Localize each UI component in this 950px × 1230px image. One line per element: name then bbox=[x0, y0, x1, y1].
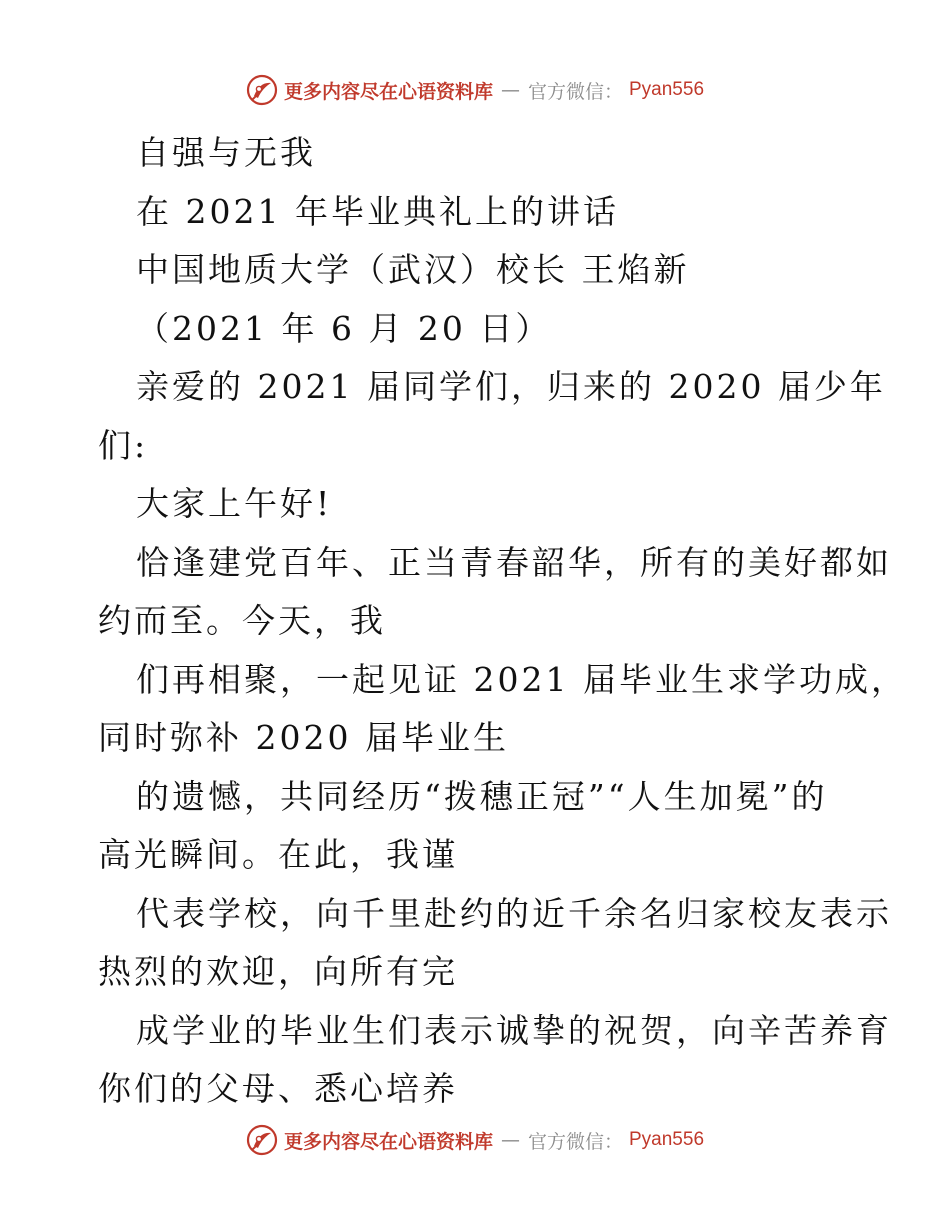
footer-banner-inner bbox=[246, 1124, 704, 1156]
banner-wechat-id: Pyan556 bbox=[629, 79, 705, 100]
text-line: 约而至。今天，我 bbox=[98, 601, 386, 640]
header-banner-inner bbox=[246, 74, 704, 106]
doc-date: （2021 年 6 月 20 日） bbox=[136, 308, 552, 348]
text-line: 的遗憾，共同经历“拨穗正冠”“人生加冕”的 bbox=[136, 776, 828, 816]
banner-wechat-id: Pyan556 bbox=[629, 1129, 705, 1150]
banner-slogan: 更多内容尽在心语资料库 bbox=[283, 80, 493, 103]
text-line: 亲爱的 2021 届同学们，归来的 2020 届少年 bbox=[136, 367, 886, 406]
text-line: 热烈的欢迎，向所有完 bbox=[98, 952, 458, 991]
banner-dash: — bbox=[500, 1129, 520, 1151]
banner-slogan: 更多内容尽在心语资料库 bbox=[283, 1130, 493, 1153]
text-line: 恰逢建党百年、正当青春韶华，所有的美好都如 bbox=[136, 542, 892, 582]
banner-wechat-label: 官方微信： bbox=[527, 80, 623, 103]
doc-author: 中国地质大学（武汉）校长 王焰新 bbox=[136, 250, 690, 289]
doc-subtitle: 在 2021 年毕业典礼上的讲话 bbox=[136, 191, 619, 231]
text-line: 大家上午好! bbox=[136, 484, 333, 523]
banner-dash: — bbox=[500, 79, 520, 101]
library-logo-icon bbox=[246, 74, 278, 106]
text-line: 同时弥补 2020 届毕业生 bbox=[98, 718, 509, 757]
banner-wechat-label: 官方微信： bbox=[527, 1130, 623, 1153]
text-line: 们: bbox=[98, 425, 149, 465]
text-line: 高光瞬间。在此，我谨 bbox=[98, 835, 458, 874]
library-logo-icon bbox=[246, 1124, 278, 1156]
text-line: 你们的父母、悉心培养 bbox=[98, 1069, 458, 1108]
doc-title: 自强与无我 bbox=[136, 133, 316, 172]
text-line: 成学业的毕业生们表示诚挚的祝贺，向辛苦养育 bbox=[136, 1010, 892, 1050]
footer-banner bbox=[0, 1122, 950, 1158]
document-body bbox=[98, 124, 907, 1119]
text-line: 们再相聚，一起见证 2021 届毕业生求学功成， bbox=[136, 659, 907, 699]
header-banner bbox=[0, 72, 950, 108]
text-line: 代表学校，向千里赴约的近千余名归家校友表示 bbox=[136, 893, 892, 933]
